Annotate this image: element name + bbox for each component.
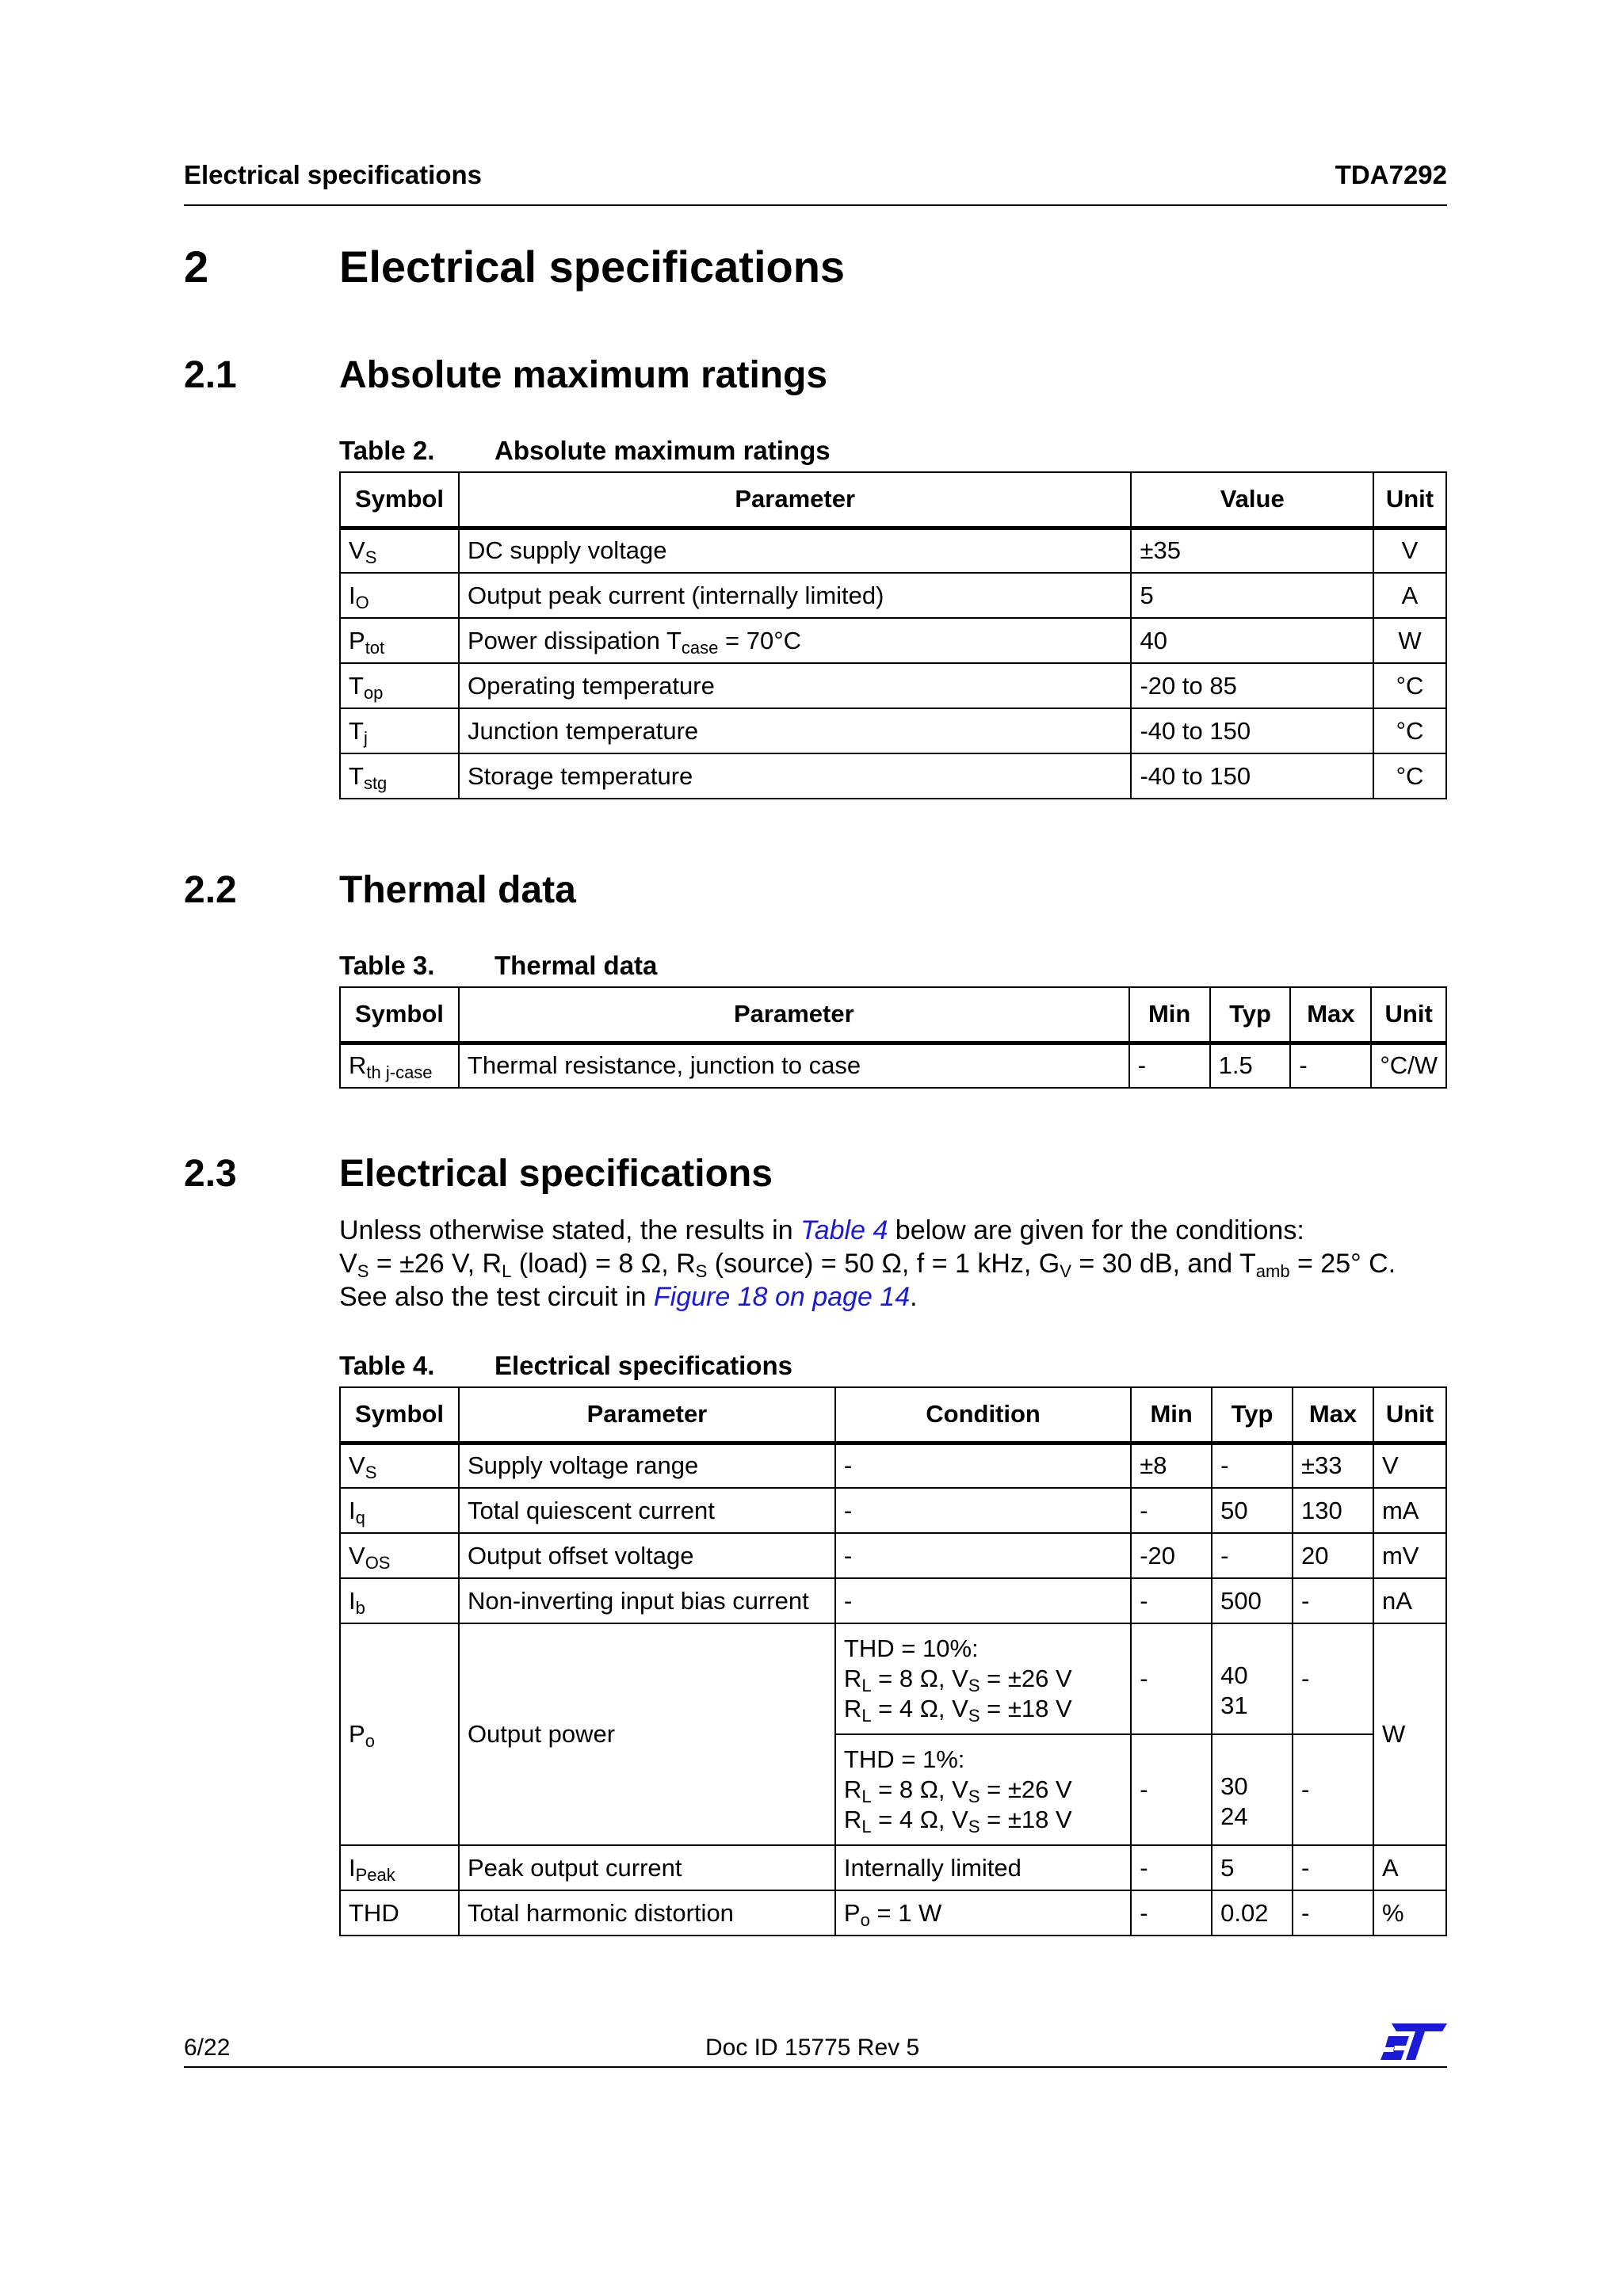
table-row (340, 1578, 1446, 1623)
table-2-caption (339, 436, 831, 466)
condition-line: $R_L = 4$ Ω, $V_S = \pm 18$ V (843, 1806, 1072, 1836)
column-header: Min (1129, 987, 1210, 1043)
condition-cell (835, 1623, 1131, 1734)
symbol-cell: $I_O$ (340, 573, 459, 618)
symbol-cell: $V_S$ (340, 1443, 459, 1488)
table-row (340, 573, 1446, 618)
column-header: Parameter (459, 472, 1132, 528)
table-row (340, 1890, 1446, 1936)
table-row (340, 753, 1446, 799)
condition-cell: $P_o = 1$ W (835, 1890, 1131, 1936)
doc-id: Doc ID 15775 Rev 5 (705, 2035, 920, 2061)
max-cell: - (1293, 1578, 1373, 1623)
min-cell: - (1131, 1845, 1212, 1890)
table-4-link[interactable]: Table 4 (800, 1215, 888, 1245)
parameter-cell: Total quiescent current (459, 1488, 835, 1533)
subsection-number: 2.3 (184, 1153, 237, 1195)
value-cell: ±35 (1131, 528, 1373, 573)
table-row (340, 1533, 1446, 1578)
parameter-cell: Junction temperature (459, 708, 1132, 753)
typ-value: 31 (1220, 1691, 1248, 1719)
unit-cell: nA (1373, 1578, 1446, 1623)
figure-18-link[interactable]: Figure 18 on page 14 (653, 1282, 911, 1312)
column-header: Symbol (340, 1387, 459, 1443)
min-cell: - (1131, 1623, 1212, 1734)
table-row (340, 528, 1446, 573)
unit-cell: mV (1373, 1533, 1446, 1578)
condition-thd: THD = 10%: (843, 1634, 979, 1662)
max-cell: - (1293, 1845, 1373, 1890)
table-row (340, 1043, 1446, 1088)
typ-cell: 5 (1212, 1845, 1293, 1890)
condition-cell: - (835, 1488, 1131, 1533)
condition-line: $R_L = 4$ Ω, $V_S = \pm 18$ V (843, 1695, 1072, 1726)
column-header: Unit (1371, 987, 1446, 1043)
unit-cell: A (1373, 1845, 1446, 1890)
value-cell: -40 to 150 (1131, 708, 1373, 753)
unit-cell: °C (1373, 663, 1446, 708)
st-logo-icon (1381, 2020, 1447, 2069)
section-number: 2 (184, 242, 209, 292)
parameter-cell: Peak output current (459, 1845, 835, 1890)
symbol-cell: $I_{Peak}$ (340, 1845, 459, 1890)
condition-cell: Internally limited (835, 1845, 1131, 1890)
min-cell: ±8 (1131, 1443, 1212, 1488)
unit-cell: % (1373, 1890, 1446, 1936)
symbol-cell: THD (340, 1890, 459, 1936)
table-title: Electrical specifications (495, 1351, 793, 1380)
column-header: Unit (1373, 1387, 1446, 1443)
subsection-number: 2.2 (184, 869, 237, 911)
table-label: Table 3. (339, 951, 435, 980)
max-cell: - (1293, 1734, 1373, 1845)
typ-value: 40 (1220, 1661, 1248, 1689)
symbol-cell: $I_b$ (340, 1578, 459, 1623)
conditions-paragraph (339, 1214, 1465, 1314)
condition-line: $R_L = 8$ Ω, $V_S = \pm 26$ V (843, 1665, 1072, 1695)
table-row (340, 1443, 1446, 1488)
table-header-row (340, 987, 1446, 1043)
subsection-heading-2-3 (184, 1152, 1293, 1199)
typ-cell (1212, 1623, 1293, 1734)
table-title: Thermal data (495, 951, 658, 980)
subsection-heading-2-1 (184, 353, 1293, 401)
table-row (340, 663, 1446, 708)
value-cell: 40 (1131, 618, 1373, 663)
header-left: Electrical specifications (184, 160, 483, 189)
column-header: Max (1290, 987, 1371, 1043)
column-header: Max (1293, 1387, 1373, 1443)
parameter-cell: Storage temperature (459, 753, 1132, 799)
min-cell: -20 (1131, 1533, 1212, 1578)
min-cell: - (1131, 1578, 1212, 1623)
symbol-cell: $V_S$ (340, 528, 459, 573)
table-title: Absolute maximum ratings (495, 436, 831, 465)
symbol-cell: $R_{th j-case}$ (340, 1043, 459, 1088)
symbol-cell: $T_{stg}$ (340, 753, 459, 799)
column-header: Typ (1212, 1387, 1293, 1443)
table-label: Table 4. (339, 1351, 435, 1380)
min-cell: - (1131, 1488, 1212, 1533)
page-footer (184, 2028, 1447, 2068)
column-header: Value (1131, 472, 1373, 528)
typ-cell: - (1212, 1533, 1293, 1578)
unit-cell: °C/W (1371, 1043, 1446, 1088)
unit-cell: W (1373, 1623, 1446, 1845)
column-header: Min (1131, 1387, 1212, 1443)
parameter-cell: Output offset voltage (459, 1533, 835, 1578)
min-cell: - (1129, 1043, 1210, 1088)
table-header-row (340, 472, 1446, 528)
subsection-number: 2.1 (184, 354, 237, 396)
table-absolute-maximum-ratings (339, 471, 1447, 799)
condition-cell: - (835, 1443, 1131, 1488)
page-header (184, 158, 1447, 206)
max-cell: 20 (1293, 1533, 1373, 1578)
typ-cell: 0.02 (1212, 1890, 1293, 1936)
parameter-cell: Output peak current (internally limited) (459, 573, 1132, 618)
unit-cell: °C (1373, 753, 1446, 799)
typ-cell: - (1212, 1443, 1293, 1488)
typ-cell: 1.5 (1210, 1043, 1291, 1088)
unit-cell: A (1373, 573, 1446, 618)
min-cell: - (1131, 1734, 1212, 1845)
subsection-heading-2-2 (184, 868, 1293, 916)
value-cell: -20 to 85 (1131, 663, 1373, 708)
subsection-title: Absolute maximum ratings (339, 354, 828, 396)
symbol-cell: $I_q$ (340, 1488, 459, 1533)
symbol-cell: $T_j$ (340, 708, 459, 753)
unit-cell: W (1373, 618, 1446, 663)
table-electrical-specifications (339, 1386, 1447, 1936)
table-header-row (340, 1387, 1446, 1443)
max-cell: - (1293, 1623, 1373, 1734)
parameter-cell: Thermal resistance, junction to case (459, 1043, 1129, 1088)
value-cell: 5 (1131, 573, 1373, 618)
table-4-caption (339, 1351, 792, 1381)
typ-cell: 500 (1212, 1578, 1293, 1623)
typ-value: 30 (1220, 1772, 1248, 1800)
min-cell: - (1131, 1890, 1212, 1936)
symbol-cell: $V_{OS}$ (340, 1533, 459, 1578)
paragraph-line: Unless otherwise stated, the results in Table 4 below are given for the conditions: (339, 1215, 1304, 1245)
unit-cell: V (1373, 528, 1446, 573)
section-title: Electrical specifications (339, 242, 846, 292)
column-header: Symbol (340, 987, 459, 1043)
typ-cell: 50 (1212, 1488, 1293, 1533)
page-number: 6/22 (184, 2035, 231, 2061)
symbol-cell: $P_{tot}$ (340, 618, 459, 663)
parameter-cell: DC supply voltage (459, 528, 1132, 573)
column-header: Parameter (459, 1387, 835, 1443)
unit-cell: V (1373, 1443, 1446, 1488)
column-header: Condition (835, 1387, 1131, 1443)
condition-thd: THD = 1%: (843, 1745, 965, 1773)
table-row (340, 1488, 1446, 1533)
max-cell: - (1293, 1890, 1373, 1936)
column-header: Parameter (459, 987, 1129, 1043)
subsection-title: Thermal data (339, 869, 576, 911)
parameter-cell: Total harmonic distortion (459, 1890, 835, 1936)
table-row (340, 618, 1446, 663)
unit-cell: mA (1373, 1488, 1446, 1533)
parameter-cell: Non-inverting input bias current (459, 1578, 835, 1623)
paragraph-line: $V_S = \pm 26$ V, $R_L$ (load) = 8 Ω, $R_S$ (source) = 50 Ω, f = 1 kHz, $G_V = 30$ dB, and $T_{amb} = 25^\circ$ C. (339, 1249, 1396, 1281)
condition-cell: - (835, 1533, 1131, 1578)
typ-cell (1212, 1734, 1293, 1845)
max-cell: 130 (1293, 1488, 1373, 1533)
value-cell: -40 to 150 (1131, 753, 1373, 799)
paragraph-line: See also the test circuit in Figure 18 on page 14. (339, 1282, 918, 1312)
typ-value: 24 (1220, 1802, 1248, 1830)
unit-cell: °C (1373, 708, 1446, 753)
symbol-cell: $T_{op}$ (340, 663, 459, 708)
table-row (340, 708, 1446, 753)
parameter-cell: Supply voltage range (459, 1443, 835, 1488)
parameter-cell: Output power (459, 1623, 835, 1845)
max-cell: ±33 (1293, 1443, 1373, 1488)
max-cell: - (1290, 1043, 1371, 1088)
subsection-title: Electrical specifications (339, 1153, 773, 1195)
table-label: Table 2. (339, 436, 435, 465)
column-header: Symbol (340, 472, 459, 528)
parameter-cell: Operating temperature (459, 663, 1132, 708)
column-header: Typ (1210, 987, 1291, 1043)
table-thermal-data (339, 986, 1447, 1089)
parameter-cell: Power dissipation $T_{case} = 70^\circ C$ (459, 618, 1132, 663)
table-row (340, 1845, 1446, 1890)
table-3-caption (339, 951, 657, 981)
condition-cell: - (835, 1578, 1131, 1623)
table-row (340, 1623, 1446, 1734)
condition-line: $R_L = 8$ Ω, $V_S = \pm 26$ V (843, 1775, 1072, 1806)
symbol-cell: $P_o$ (340, 1623, 459, 1845)
condition-cell (835, 1734, 1131, 1845)
column-header: Unit (1373, 472, 1446, 528)
header-right: TDA7292 (1335, 160, 1447, 189)
